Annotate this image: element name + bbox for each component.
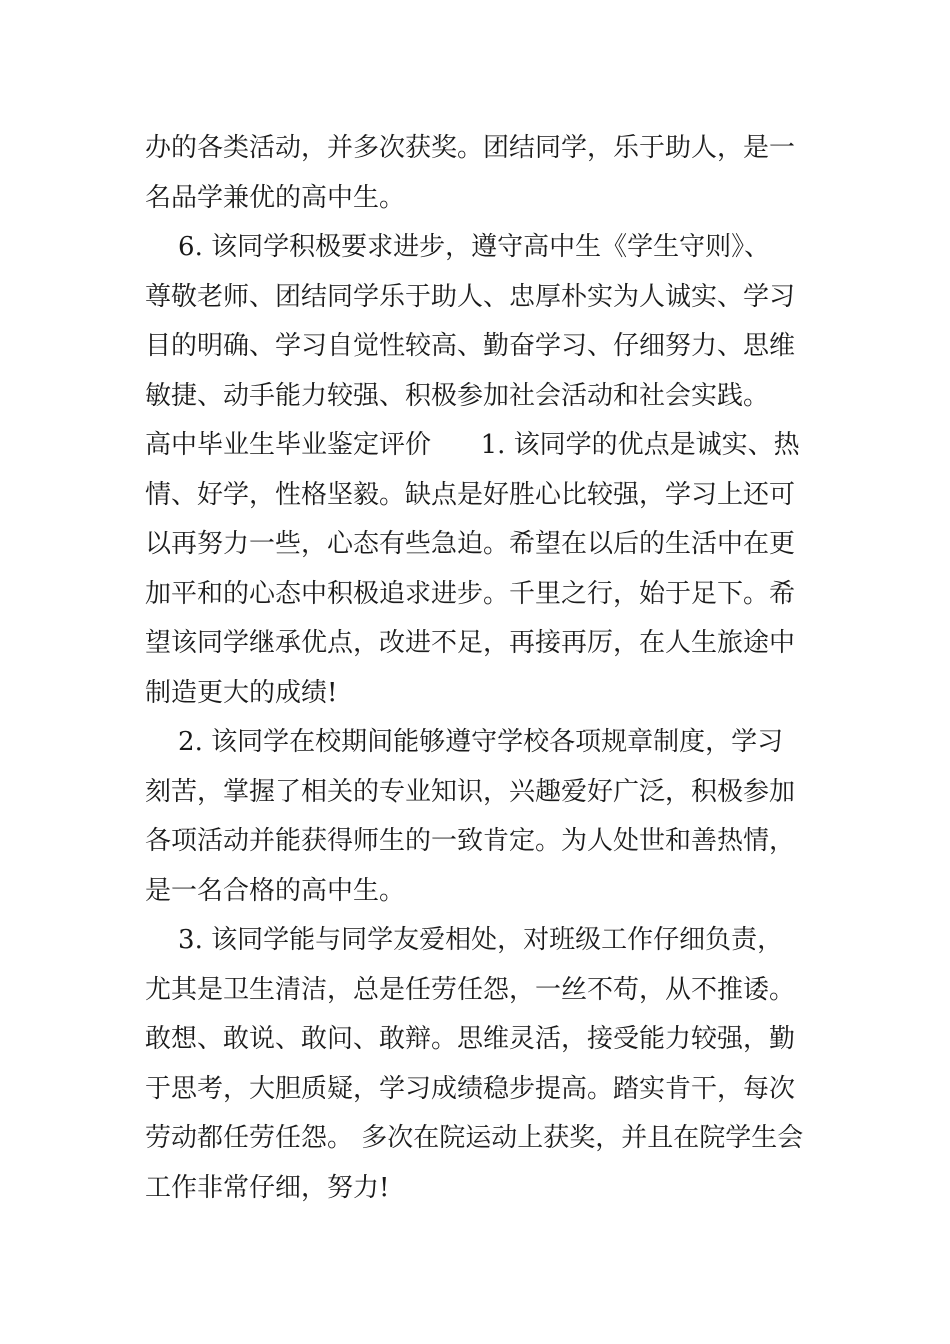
text-line: 2. 该同学在校期间能够遵守学校各项规章制度，学习: [145, 727, 784, 757]
text-line: 以再努力一些，心态有些急迫。希望在以后的生活中在更: [145, 529, 796, 559]
text-line: 尊敬老师、团结同学乐于助人、忠厚朴实为人诚实、学习: [145, 281, 796, 312]
text-line: 工作非常仔细，努力!: [145, 1172, 390, 1203]
text-line: 望该同学继承优点，改进不足，再接再厉，在人生旅途中: [145, 628, 796, 658]
text-line: 名品学兼优的高中生。: [145, 182, 406, 213]
text-line: 目的明确、学习自觉性较高、勤奋学习、仔细努力、思维: [145, 331, 796, 361]
text-line: 情、好学，性格坚毅。缺点是好胜心比较强，学习上还可: [145, 479, 796, 510]
text-line: 敏捷、动手能力较强、积极参加社会活动和社会实践。: [145, 380, 770, 411]
text-line: 劳动都任劳任怨。 多次在院运动上获奖，并且在院学生会: [145, 1123, 804, 1153]
text-line: 尤其是卫生清洁，总是任劳任怨，一丝不苟，从不推诿。: [145, 974, 796, 1005]
text-line: 加平和的心态中积极追求进步。千里之行，始于足下。希: [145, 578, 796, 609]
text-line: 各项活动并能获得师生的一致肯定。为人处世和善热情，: [145, 826, 796, 856]
text-line: 于思考，大胆质疑，学习成绩稳步提高。踏实肯干，每次: [145, 1073, 796, 1104]
text-line: 制造更大的成绩!: [145, 677, 338, 708]
text-line: 刻苦，掌握了相关的专业知识，兴趣爱好广泛，积极参加: [145, 776, 796, 807]
text-line: 办的各类活动，并多次获奖。团结同学，乐于助人，是一: [145, 133, 796, 163]
body-text: [145, 124, 810, 1213]
text-line: 6. 该同学积极要求进步，遵守高中生《学生守则》、: [145, 232, 771, 262]
heading-line: 高中毕业生毕业鉴定评价 1. 该同学的优点是诚实、热: [145, 430, 800, 460]
text-line: 3. 该同学能与同学友爱相处，对班级工作仔细负责，: [145, 925, 784, 955]
text-line: 敢想、敢说、敢问、敢辩。思维灵活，接受能力较强，勤: [145, 1024, 796, 1054]
text-line: 是一名合格的高中生。: [145, 875, 406, 906]
